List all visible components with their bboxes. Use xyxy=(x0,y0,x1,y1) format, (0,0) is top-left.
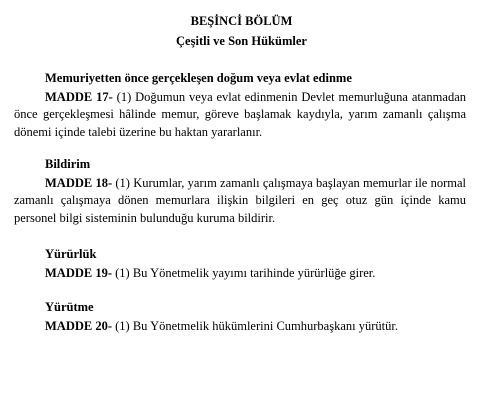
section-heading: Yürürlük xyxy=(45,247,97,261)
section-heading: Memuriyetten önce gerçekleşen doğum veya evlat edinme xyxy=(45,71,352,85)
chapter-subtitle: Çeşitli ve Son Hükümler xyxy=(176,34,307,48)
article-label: MADDE 18- xyxy=(45,175,113,190)
article-paragraph xyxy=(14,175,466,228)
article-text: (1) Kurumlar, yarım zamanlı çalışmaya başlayan memurlar ile normal zamanlı çalışmaya dönen memurlara ilişkin bilgileri en geç otuz gün içinde kamu personel bilgi sisteminin bulunduğu kuruma bildirir. xyxy=(14,175,467,225)
section-madde-19 xyxy=(14,246,466,282)
article-paragraph xyxy=(14,318,466,336)
section-madde-20 xyxy=(14,299,466,335)
article-text: (1) Bu Yönetmelik hükümlerini Cumhurbaşkanı yürütür. xyxy=(115,318,398,333)
section-madde-18 xyxy=(14,156,466,227)
article-text: (1) Bu Yönetmelik yayımı tarihinde yürürlüğe girer. xyxy=(115,265,376,280)
article-paragraph xyxy=(14,89,466,142)
article-label: MADDE 19- xyxy=(45,265,113,280)
article-text: (1) Doğumun veya evlat edinmenin Devlet memurluğuna atanmadan önce gerçekleşmesi hâlinde memur, göreve başlamak kaydıyla, yarım zamanlı çalışma dönemi içinde talebi üzerine bu haktan yararlanır. xyxy=(14,89,466,139)
article-label: MADDE 20- xyxy=(45,318,113,333)
chapter-title: BEŞİNCİ BÖLÜM xyxy=(190,14,293,28)
article-label: MADDE 17- xyxy=(45,89,113,104)
section-heading: Bildirim xyxy=(45,157,91,171)
section-madde-17 xyxy=(14,70,466,141)
section-heading: Yürütme xyxy=(45,300,94,314)
article-paragraph xyxy=(14,265,466,283)
